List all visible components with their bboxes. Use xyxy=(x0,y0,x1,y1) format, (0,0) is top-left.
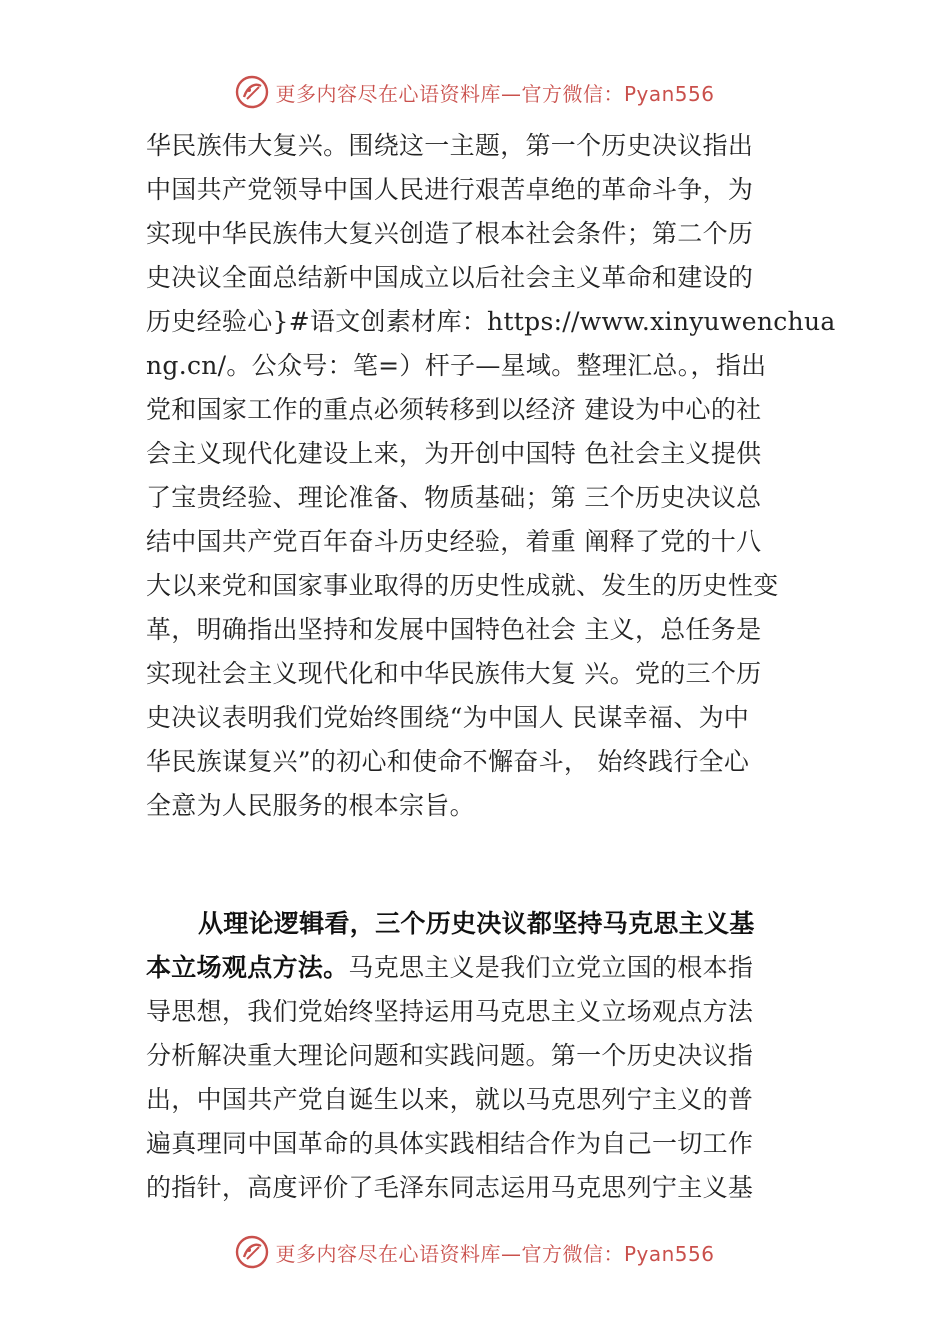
paragraph-2 xyxy=(146,902,846,1210)
text-line: 华民族伟大复兴。围绕这一主题，第一个历史决议指出 xyxy=(146,131,754,160)
text-line: ng.cn/。公众号：笔=）杆子—星域。整理汇总。，指出 xyxy=(146,351,767,380)
bold-heading-line: 从理论逻辑看，三个历史决议都坚持马克思主义基 xyxy=(198,909,755,938)
text-line: 遍真理同中国革命的具体实践相结合作为自己一切工作 xyxy=(146,1129,754,1158)
text-span: 马克思主义是我们立党立国的根本指 xyxy=(348,953,754,982)
text-line: 会主义现代化建设上来，为开创中国特 色社会主义提供 xyxy=(146,439,762,468)
paragraph-gap xyxy=(146,828,846,902)
text-line: 结中国共产党百年奋斗历史经验，着重 阐释了党的十八 xyxy=(146,527,762,556)
text-line: 实现中华民族伟大复兴创造了根本社会条件；第二个历 xyxy=(146,219,754,248)
header-banner xyxy=(0,72,950,112)
text-line: 了宝贵经验、理论准备、物质基础；第 三个历史决议总 xyxy=(146,483,762,512)
text-line: 全意为人民服务的根本宗旨。 xyxy=(146,791,475,820)
brand-logo-icon xyxy=(235,75,269,109)
bold-heading-part: 本立场观点方法。 xyxy=(146,953,349,982)
text-line: 分析解决重大理论问题和实践问题。第一个历史决议指 xyxy=(146,1041,754,1070)
text-line: 出，中国共产党自诞生以来，就以马克思列宁主义的普 xyxy=(146,1085,754,1114)
paragraph-1 xyxy=(146,124,846,828)
text-line: 史决议全面总结新中国成立以后社会主义革命和建设的 xyxy=(146,263,754,292)
text-line: 华民族谋复兴”的初心和使命不懈奋斗， 始终践行全心 xyxy=(146,747,750,776)
text-line: 革，明确指出坚持和发展中国特色社会 主义，总任务是 xyxy=(146,615,762,644)
header-banner-text: 更多内容尽在心语资料库—官方微信：Pyan556 xyxy=(275,81,715,106)
brand-logo-icon xyxy=(235,1235,269,1269)
text-line: 实现社会主义现代化和中华民族伟大复 兴。党的三个历 xyxy=(146,659,762,688)
text-line xyxy=(146,946,846,990)
text-line: 中国共产党领导中国人民进行艰苦卓绝的革命斗争，为 xyxy=(146,175,754,204)
document-body xyxy=(146,124,846,1210)
footer-banner-text: 更多内容尽在心语资料库—官方微信：Pyan556 xyxy=(275,1241,715,1266)
text-line: 导思想，我们党始终坚持运用马克思主义立场观点方法 xyxy=(146,997,754,1026)
text-line: 历史经验心}#语文创素材库：https://www.xinyuwenchua xyxy=(146,307,836,336)
text-line: 的指针，高度评价了毛泽东同志运用马克思列宁主义基 xyxy=(146,1173,754,1202)
text-line: 史决议表明我们党始终围绕“为中国人 民谋幸福、为中 xyxy=(146,703,750,732)
text-line: 大以来党和国家事业取得的历史性成就、发生的历史性变 xyxy=(146,571,779,600)
footer-banner xyxy=(0,1232,950,1272)
text-line: 党和国家工作的重点必须转移到以经济 建设为中心的社 xyxy=(146,395,762,424)
